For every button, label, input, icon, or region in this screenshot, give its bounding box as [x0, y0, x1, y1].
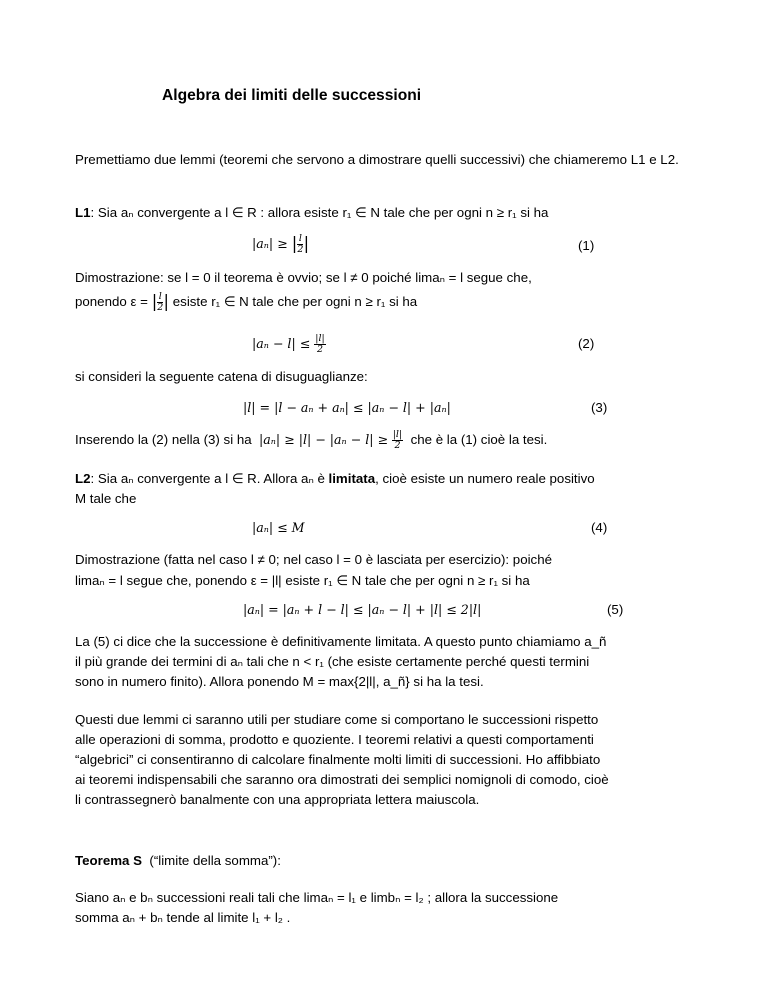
proof-line2-end: esiste r₁ ∈ N tale che per ogni n ≥ r₁ si ha	[172, 294, 418, 309]
lemma-l2-line2: M tale che	[75, 491, 137, 506]
insertion-line	[75, 430, 547, 451]
equation-3-number: (3)	[591, 400, 608, 415]
closing-line-5: li contrassegnerò banalmente con una appropriata lettera maiuscola.	[75, 792, 480, 807]
equation-3: |l| = |l − aₙ + aₙ| ≤ |aₙ − l| + |aₙ|	[243, 400, 451, 415]
equation-1: |aₙ| ≥ | $\frac{l}{2}$ |	[252, 233, 310, 255]
equation-1-numerator: l	[298, 233, 302, 244]
lemma-l2-paragraph-line1: La (5) ci dice che la successione è definitivamente limitata. A questo punto chiamiamo a_ñ	[75, 634, 607, 649]
lemma-l2-proof-line1: Dimostrazione (fatta nel caso l ≠ 0; nel caso l = 0 è lasciata per esercizio): poiché	[75, 552, 552, 567]
teorema-s-subtitle: (“limite della somma”):	[149, 853, 281, 868]
page-title: Algebra dei limiti delle successioni	[162, 87, 422, 104]
insertion-line-start: Inserendo la (2) nella (3) si ha	[75, 432, 252, 448]
intro-paragraph: Premettiamo due lemmi (teoremi che servono a dimostrare quelli successivi) che chiameremo L1 e L2.	[75, 152, 679, 167]
epsilon-numerator: l	[158, 291, 162, 302]
closing-line-4: ai teoremi indispensabili che saranno ora dimostrati dei semplici nomignoli di comodo, cioè	[75, 772, 609, 787]
chain-intro-text: si consideri la seguente catena di disuguaglianze:	[75, 369, 368, 384]
lemma-l1-text: : Sia aₙ convergente a l ∈ R : allora esiste r₁ ∈ N tale che per ogni n ≥ r₁ si ha	[90, 205, 549, 220]
lemma-l2-text-a: : Sia aₙ convergente a l ∈ R. Allora aₙ è	[90, 471, 329, 486]
lemma-l2-text-b: , cioè esiste un numero reale positivo	[375, 471, 595, 486]
equation-2-numerator: |l|	[315, 333, 325, 344]
lemma-l2-paragraph-line2: il più grande dei termini di aₙ tali che n < r₁ (che esiste certamente perché questi termini	[75, 654, 590, 669]
closing-line-3: “algebrici” ci consentiranno di calcolare finalmente molti limiti di successioni. Ho affibbiato	[75, 752, 601, 767]
lemma-l2-proof-line2: limaₙ = l segue che, ponendo ε = |l| esiste r₁ ∈ N tale che per ogni n ≥ r₁ si ha	[75, 573, 530, 588]
insertion-line-end: che è la (1) cioè la tesi.	[410, 432, 548, 448]
lemma-l1-label: L1	[75, 205, 91, 220]
lemma-l2-paragraph-line3: sono in numero finito). Allora ponendo M = max{2|l|, a_ñ} si ha la tesi.	[75, 674, 484, 689]
equation-2-left: |aₙ − l| ≤	[252, 336, 311, 351]
equation-5-number: (5)	[607, 602, 624, 617]
closing-line-1: Questi due lemmi ci saranno utili per studiare come si comportano le successioni rispetto	[75, 712, 599, 727]
equation-2-number: (2)	[578, 336, 595, 351]
lemma-l1-statement	[75, 203, 548, 222]
lemma-l1-proof-line2: ponendo ε = | $\frac{l}{2}$ | esiste r₁ ∈ N tale che per ogni n ≥ r₁ si ha	[75, 291, 418, 313]
equation-2-denominator: 2	[316, 344, 324, 355]
teorema-s-label: Teorema S	[75, 853, 143, 868]
proof-line2-start: ponendo ε =	[75, 294, 148, 309]
insertion-inequality: |aₙ| ≥ |l| − |aₙ − l| ≥	[259, 432, 389, 448]
equation-1-number: (1)	[578, 238, 595, 253]
insertion-numerator: |l|	[392, 429, 403, 440]
equation-4: |aₙ| ≤ M	[252, 520, 305, 535]
equation-4-number: (4)	[591, 520, 608, 535]
lemma-l1-proof-line1: Dimostrazione: se l = 0 il teorema è ovvio; se l ≠ 0 poiché limaₙ = l segue che,	[75, 270, 532, 285]
teorema-s-line2: somma aₙ + bₙ tende al limite l₁ + l₂ .	[75, 910, 291, 925]
lemma-l2-label: L2	[75, 471, 91, 486]
equation-2	[252, 334, 326, 355]
teorema-s-line1: Siano aₙ e bₙ successioni reali tali che limaₙ = l₁ e limbₙ = l₂ ; allora la successione	[75, 890, 559, 905]
insertion-denominator: 2	[394, 440, 401, 451]
lemma-l2-bold-word: limitata	[328, 471, 376, 486]
lemma-l2-statement	[75, 469, 705, 488]
equation-1-left: |aₙ| ≥	[252, 236, 288, 251]
teorema-s-heading	[75, 851, 281, 870]
equation-1-denominator: 2	[297, 244, 304, 255]
equation-5: |aₙ| = |aₙ + l − l| ≤ |aₙ − l| + |l| ≤ 2|l|	[243, 602, 482, 617]
closing-line-2: alle operazioni di somma, prodotto e quoziente. I teoremi relativi a questi comportamenti	[75, 732, 594, 747]
epsilon-denominator: 2	[157, 302, 164, 313]
